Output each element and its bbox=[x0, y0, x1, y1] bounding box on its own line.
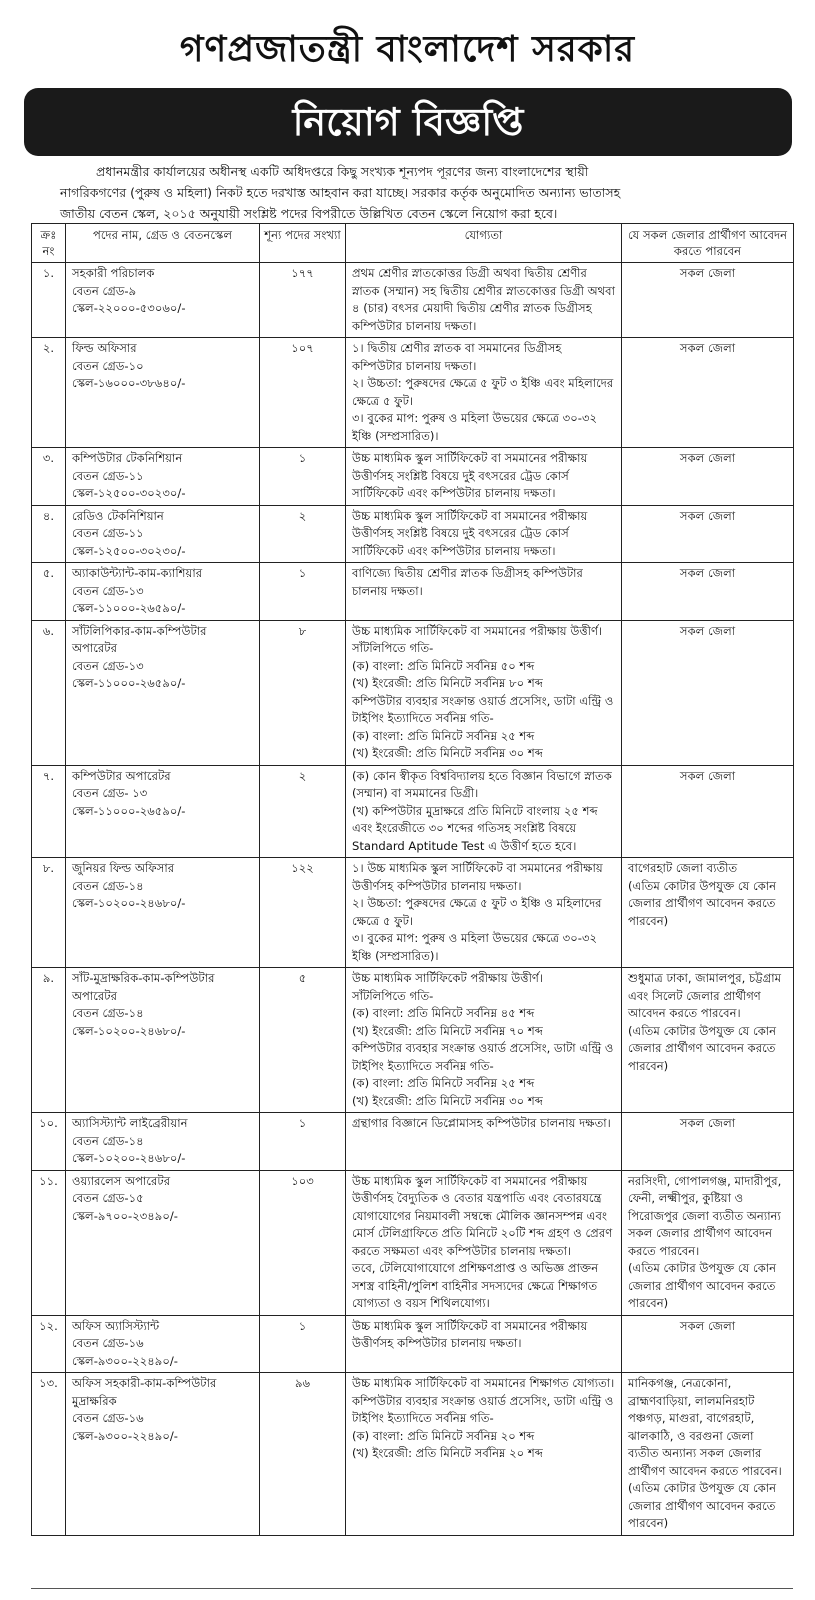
post-cell: অফিস অ্যাসিস্ট্যান্ট বেতন গ্রেড-১৬ স্কেল-৯৩০০-২২৪৯০/- bbox=[66, 1315, 260, 1373]
serial-cell: ১২. bbox=[32, 1315, 66, 1373]
table-row bbox=[32, 505, 794, 563]
serial-cell: ৪. bbox=[32, 505, 66, 563]
notice-title-banner: নিয়োগ বিজ্ঞপ্তি bbox=[24, 88, 792, 156]
districts-cell: মানিকগঞ্জ, নেত্রকোনা, ব্রাহ্মণবাড়িয়া, লালমনিরহাট পঞ্চগড়, মাগুরা, বাগেরহাট, ঝালকাঠি, ও বরগুনা জেলা ব্যতীত অন্যান্য সকল জেলার প্রার্থীগণ আবেদন করতে পারবেন। (এতিম কোটার উপযুক্ত যে কোন জেলার প্রার্থীগণ আবেদন করতে পারবেন) bbox=[622, 1373, 794, 1536]
vacancy-cell: ৯৬ bbox=[260, 1373, 346, 1536]
qualification-cell: উচ্চ মাধ্যমিক সার্টিফিকেট বা সমমানের পরীক্ষায় উত্তীর্ণ। সাঁটলিপিতে গতি- (ক) বাংলা: প্রতি মিনিটে সর্বনিম্ন ৫০ শব্দ (খ) ইংরেজী: প্রতি মিনিটে সর্বনিম্ন ৮০ শব্দ কম্পিউটার ব্যবহার সংক্রান্ত ওয়ার্ড প্রসেসিং, ডাটা এন্ট্রি ও টাইপিং ইত্যাদিতে সর্বনিম্ন গতি- (ক) বাংলা: প্রতি মিনিটে সর্বনিম্ন ২৫ শব্দ (খ) ইংরেজী: প্রতি মিনিটে সর্বনিম্ন ৩০ শব্দ bbox=[346, 620, 622, 765]
serial-cell: ৫. bbox=[32, 563, 66, 621]
table-row bbox=[32, 1170, 794, 1315]
post-cell: ফিল্ড অফিসার বেতন গ্রেড-১০ স্কেল-১৬০০০-৩৮৬৪০/- bbox=[66, 338, 260, 448]
post-cell: ওয়্যারলেস অপারেটর বেতন গ্রেড-১৫ স্কেল-৯৭০০-২৩৪৯০/- bbox=[66, 1170, 260, 1315]
intro-line: নাগরিকগণের (পুরুষ ও মহিলা) নিকট হতে দরখাস্ত আহবান করা যাচ্ছে। সরকার কর্তৃক অনুমোদিত অন্যান্য ভাতাসহ bbox=[60, 185, 621, 200]
districts-cell: সকল জেলা bbox=[622, 563, 794, 621]
post-cell: সাঁট-মুদ্রাক্ষরিক-কাম-কম্পিউটার অপারেটর বেতন গ্রেড-১৪ স্কেল-১০২০০-২৪৬৮০/- bbox=[66, 968, 260, 1113]
vacancy-cell: ১ bbox=[260, 1315, 346, 1373]
serial-cell: ১০. bbox=[32, 1113, 66, 1171]
table-row bbox=[32, 338, 794, 448]
districts-cell: শুধুমাত্র ঢাকা, জামালপুর, চট্টগ্রাম এবং সিলেট জেলার প্রার্থীগণ আবেদন করতে পারবেন। (এতিম কোটার উপযুক্ত যে কোন জেলার প্রার্থীগণ আবেদন করতে পারবেন) bbox=[622, 968, 794, 1113]
post-cell: অফিস সহকারী-কাম-কম্পিউটার মুদ্রাক্ষরিক বেতন গ্রেড-১৬ স্কেল-৯৩০০-২২৪৯০/- bbox=[66, 1373, 260, 1536]
table-row bbox=[32, 263, 794, 338]
header-vacancy: শূন্য পদের সংখ্যা bbox=[260, 224, 346, 263]
vacancy-table bbox=[31, 223, 794, 1536]
table-row bbox=[32, 1113, 794, 1171]
serial-cell: ১১. bbox=[32, 1170, 66, 1315]
vacancy-cell: ৮ bbox=[260, 620, 346, 765]
qualification-cell: উচ্চ মাধ্যমিক স্কুল সার্টিফিকেট বা সমমানের পরীক্ষায় উত্তীর্ণসহ সংশ্লিষ্ট বিষয়ে দুই বৎসরের ট্রেড কোর্স সার্টিফিকেট এবং কম্পিউটার চালনায় দক্ষতা। bbox=[346, 505, 622, 563]
post-cell: অ্যাকাউন্ট্যান্ট-কাম-ক্যাশিয়ার বেতন গ্রেড-১৩ স্কেল-১১০০০-২৬৫৯০/- bbox=[66, 563, 260, 621]
vacancy-cell: ১২২ bbox=[260, 858, 346, 968]
serial-cell: ৮. bbox=[32, 858, 66, 968]
districts-cell: সকল জেলা bbox=[622, 263, 794, 338]
header-serial: ক্রঃ নং bbox=[32, 224, 66, 263]
districts-cell: সকল জেলা bbox=[622, 448, 794, 506]
post-cell: অ্যাসিস্ট্যান্ট লাইব্রেরীয়ান বেতন গ্রেড-১৪ স্কেল-১০২০০-২৪৬৮০/- bbox=[66, 1113, 260, 1171]
districts-cell: বাগেরহাট জেলা ব্যতীত (এতিম কোটার উপযুক্ত যে কোন জেলার প্রার্থীগণ আবেদন করতে পারবেন) bbox=[622, 858, 794, 968]
post-cell: রেডিও টেকনিশিয়ান বেতন গ্রেড-১১ স্কেল-১২৫০০-৩০২৩০/- bbox=[66, 505, 260, 563]
table-body bbox=[32, 263, 794, 1536]
table-row bbox=[32, 968, 794, 1113]
districts-cell: সকল জেলা bbox=[622, 765, 794, 858]
vacancy-cell: ১ bbox=[260, 563, 346, 621]
serial-cell: ১৩. bbox=[32, 1373, 66, 1536]
serial-cell: ৭. bbox=[32, 765, 66, 858]
vacancy-cell: ১ bbox=[260, 448, 346, 506]
serial-cell: ৯. bbox=[32, 968, 66, 1113]
qualification-cell: উচ্চ মাধ্যমিক সার্টিফিকেট পরীক্ষায় উত্তীর্ণ। সাঁটলিপিতে গতি- (ক) বাংলা: প্রতি মিনিটে সর্বনিম্ন ৪৫ শব্দ (খ) ইংরেজী: প্রতি মিনিটে সর্বনিম্ন ৭০ শব্দ কম্পিউটার ব্যবহার সংক্রান্ত ওয়ার্ড প্রসেসিং, ডাটা এন্ট্রি ও টাইপিং ইত্যাদিতে সর্বনিম্ন গতি- (ক) বাংলা: প্রতি মিনিটে সর্বনিম্ন ২৫ শব্দ (খ) ইংরেজী: প্রতি মিনিটে সর্বনিম্ন ৩০ শব্দ bbox=[346, 968, 622, 1113]
table-row bbox=[32, 1315, 794, 1373]
qualification-cell: গ্রন্থাগার বিজ্ঞানে ডিপ্লোমাসহ কম্পিউটার চালনায় দক্ষতা। bbox=[346, 1113, 622, 1171]
serial-cell: ১. bbox=[32, 263, 66, 338]
table-row bbox=[32, 858, 794, 968]
districts-cell: সকল জেলা bbox=[622, 1315, 794, 1373]
post-cell: জুনিয়র ফিল্ড অফিসার বেতন গ্রেড-১৪ স্কেল-১০২০০-২৪৬৮০/- bbox=[66, 858, 260, 968]
qualification-cell: উচ্চ মাধ্যমিক স্কুল সার্টিফিকেট বা সমমানের পরীক্ষায় উত্তীর্ণসহ কম্পিউটার চালনায় দক্ষতা। bbox=[346, 1315, 622, 1373]
header-districts: যে সকল জেলার প্রার্থীগণ আবেদন করতে পারবেন bbox=[622, 224, 794, 263]
post-cell: কম্পিউটার টেকনিশিয়ান বেতন গ্রেড-১১ স্কেল-১২৫০০-৩০২৩০/- bbox=[66, 448, 260, 506]
vacancy-cell: ১ bbox=[260, 1113, 346, 1171]
table-row bbox=[32, 448, 794, 506]
qualification-cell: (ক) কোন স্বীকৃত বিশ্ববিদ্যালয় হতে বিজ্ঞান বিভাগে স্নাতক (সম্মান) বা সমমানের ডিগ্রী। (খ) কম্পিউটার মুদ্রাক্ষরে প্রতি মিনিটে বাংলায় ২৫ শব্দ এবং ইংরেজীতে ৩০ শব্দের গতিসহ সংশ্লিষ্ট বিষয়ে Standard Aptitude Test এ উত্তীর্ণ হতে হবে। bbox=[346, 765, 622, 858]
qualification-cell: উচ্চ মাধ্যমিক স্কুল সার্টিফিকেট বা সমমানের পরীক্ষায় উত্তীর্ণসহ বৈদ্যুতিক ও বেতার যন্ত্রপাতি এবং বেতারযন্ত্রে যোগাযোগের নিয়মাবলী সম্বন্ধে মৌলিক জ্ঞানসম্পন্ন এবং মোর্স টেলিগ্রাফিতে প্রতি মিনিটে ২০টি শব্দ গ্রহণ ও প্রেরণ করতে সক্ষমতা এবং কম্পিউটার চালনায় দক্ষতা। তবে, টেলিযোগাযোগে প্রশিক্ষণপ্রাপ্ত ও অভিজ্ঞ প্রাক্তন সশস্ত্র বাহিনী/পুলিশ বাহিনীর সদস্যদের ক্ষেত্রে শিক্ষাগত যোগ্যতা ও বয়স শিথিলযোগ্য। bbox=[346, 1170, 622, 1315]
post-cell: কম্পিউটার অপারেটর বেতন গ্রেড- ১৩ স্কেল-১১০০০-২৬৫৯০/- bbox=[66, 765, 260, 858]
table-row bbox=[32, 620, 794, 765]
serial-cell: ২. bbox=[32, 338, 66, 448]
districts-cell: সকল জেলা bbox=[622, 338, 794, 448]
qualification-cell: ১। দ্বিতীয় শ্রেণীর স্নাতক বা সমমানের ডিগ্রীসহ কম্পিউটার চালনায় দক্ষতা। ২। উচ্চতা: পুরুষদের ক্ষেত্রে ৫ ফুট ৩ ইঞ্চি এবং মহিলাদের ক্ষেত্রে ৫ ফুট। ৩। বুকের মাপ: পুরুষ ও মহিলা উভয়ের ক্ষেত্রে ৩০-৩২ ইঞ্চি (সম্প্রসারিত)। bbox=[346, 338, 622, 448]
table-row bbox=[32, 563, 794, 621]
qualification-cell: বাণিজ্যে দ্বিতীয় শ্রেণীর স্নাতক ডিগ্রীসহ কম্পিউটার চালনায় দক্ষতা। bbox=[346, 563, 622, 621]
serial-cell: ৩. bbox=[32, 448, 66, 506]
vacancy-cell: ২ bbox=[260, 765, 346, 858]
header-post: পদের নাম, গ্রেড ও বেতনস্কেল bbox=[66, 224, 260, 263]
districts-cell: সকল জেলা bbox=[622, 620, 794, 765]
qualification-cell: ১। উচ্চ মাধ্যমিক স্কুল সার্টিফিকেট বা সমমানের পরীক্ষায় উত্তীর্ণসহ কম্পিউটার চালনায় দক্ষতা। ২। উচ্চতা: পুরুষদের ক্ষেত্রে ৫ ফুট ৩ ইঞ্চি ও মহিলাদের ক্ষেত্রে ৫ ফুট। ৩। বুকের মাপ: পুরুষ ও মহিলা উভয়ের ক্ষেত্রে ৩০-৩২ ইঞ্চি (সম্প্রসারিত)। bbox=[346, 858, 622, 968]
districts-cell: নরসিংদী, গোপালগঞ্জ, মাদারীপুর, ফেনী, লক্ষ্মীপুর, কুষ্টিয়া ও পিরোজপুর জেলা ব্যতীত অন্যান্য সকল জেলার প্রার্থীগণ আবেদন করতে পারবেন। (এতিম কোটার উপযুক্ত যে কোন জেলার প্রার্থীগণ আবেদন করতে পারবেন) bbox=[622, 1170, 794, 1315]
vacancy-cell: ২ bbox=[260, 505, 346, 563]
vacancy-cell: ৫ bbox=[260, 968, 346, 1113]
vacancy-cell: ১০৭ bbox=[260, 338, 346, 448]
government-title: গণপ্রজাতন্ত্রী বাংলাদেশ সরকার bbox=[179, 28, 636, 70]
qualification-cell: উচ্চ মাধ্যমিক সার্টিফিকেট বা সমমানের শিক্ষাগত যোগ্যতা। কম্পিউটার ব্যবহার সংক্রান্ত ওয়ার্ড প্রসেসিং, ডাটা এন্ট্রি ও টাইপিং ইত্যাদিতে সর্বনিম্ন গতি- (ক) বাংলা: প্রতি মিনিটে সর্বনিম্ন ২০ শব্দ (খ) ইংরেজী: প্রতি মিনিটে সর্বনিম্ন ২০ শব্দ bbox=[346, 1373, 622, 1536]
serial-cell: ৬. bbox=[32, 620, 66, 765]
districts-cell: সকল জেলা bbox=[622, 505, 794, 563]
header-qualification: যোগ্যতা bbox=[346, 224, 622, 263]
intro-line: জাতীয় বেতন স্কেল, ২০১৫ অনুযায়ী সংশ্লিষ্ট পদের বিপরীতে উল্লিখিত বেতন স্কেলে নিয়োগ করা হবে। bbox=[60, 206, 558, 221]
post-cell: সাঁটলিপিকার-কাম-কম্পিউটার অপারেটর বেতন গ্রেড-১৩ স্কেল-১১০০০-২৬৫৯০/- bbox=[66, 620, 260, 765]
vacancy-cell: ১০৩ bbox=[260, 1170, 346, 1315]
table-row bbox=[32, 765, 794, 858]
page-cut-border bbox=[31, 1588, 793, 1589]
qualification-cell: প্রথম শ্রেণীর স্নাতকোত্তর ডিগ্রী অথবা দ্বিতীয় শ্রেণীর স্নাতক (সম্মান) সহ দ্বিতীয় শ্রেণীর স্নাতকোত্তর ডিগ্রী অথবা ৪ (চার) বৎসর মেয়াদী দ্বিতীয় শ্রেণীর স্নাতক ডিগ্রীসহ কম্পিউটার চালনায় দক্ষতা। bbox=[346, 263, 622, 338]
table-row bbox=[32, 1373, 794, 1536]
vacancy-cell: ১৭৭ bbox=[260, 263, 346, 338]
qualification-cell: উচ্চ মাধ্যমিক স্কুল সার্টিফিকেট বা সমমানের পরীক্ষায় উত্তীর্ণসহ সংশ্লিষ্ট বিষয়ে দুই বৎসরের ট্রেড কোর্স সার্টিফিকেট এবং কম্পিউটার চালনায় দক্ষতা। bbox=[346, 448, 622, 506]
intro-paragraph bbox=[60, 161, 790, 224]
table-header-row bbox=[32, 224, 794, 263]
post-cell: সহকারী পরিচালক বেতন গ্রেড-৯ স্কেল-২২০০০-৫৩০৬০/- bbox=[66, 263, 260, 338]
districts-cell: সকল জেলা bbox=[622, 1113, 794, 1171]
intro-line: প্রধানমন্ত্রীর কার্যালয়ের অধীনস্থ একটি অধিদপ্তরে কিছু সংখ্যক শূন্যপদ পূরণের জন্য বাংলাদেশের স্থায়ী bbox=[96, 164, 589, 179]
